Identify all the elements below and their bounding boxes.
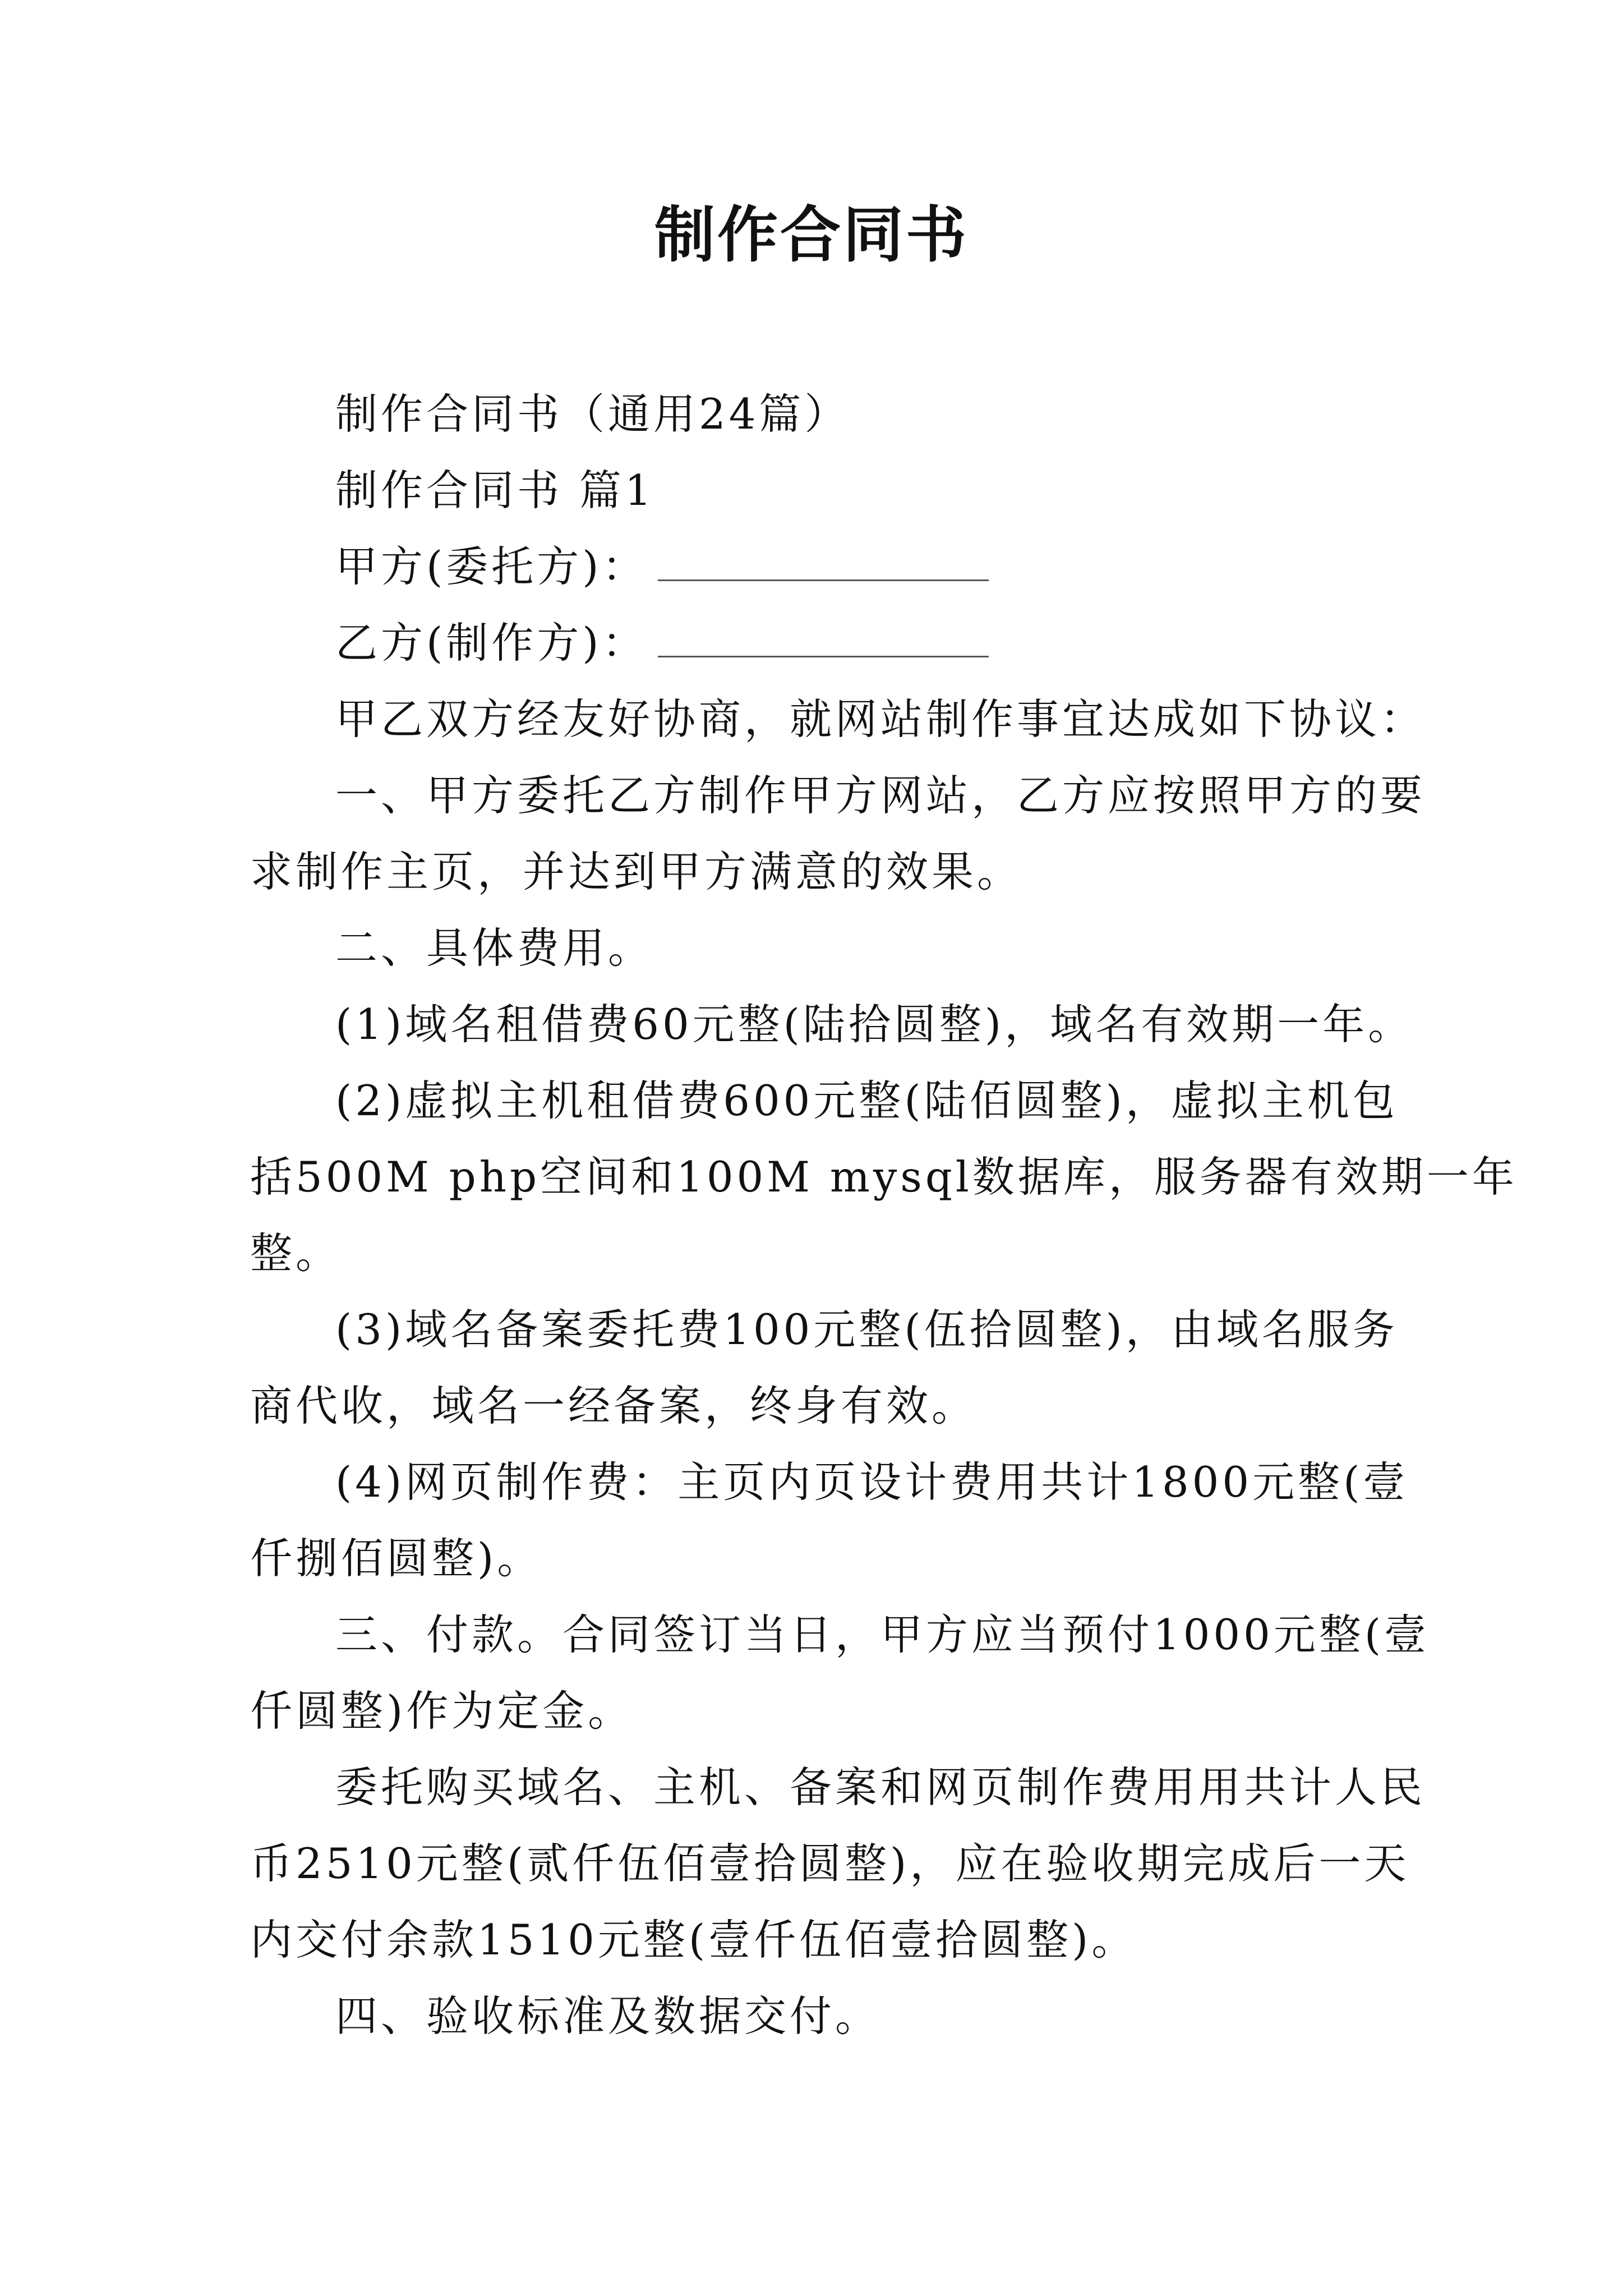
paragraph-line: 四、验收标准及数据交付。	[335, 1991, 881, 2041]
paragraph-line: 币2510元整(贰仟伍佰壹拾圆整)，应在验收期完成后一天	[250, 1839, 1410, 1888]
document-title: 制作合同书	[654, 200, 969, 270]
paragraph-line: 仟圆整)作为定金。	[250, 1686, 634, 1736]
paragraph-line: 求制作主页，并达到甲方满意的效果。	[250, 847, 1023, 896]
paragraph-line: (2)虚拟主机租借费600元整(陆佰圆整)，虚拟主机包	[335, 1076, 1398, 1125]
paragraph-line: (4)网页制作费：主页内页设计费用共计1800元整(壹	[335, 1457, 1409, 1507]
paragraph-line: (1)域名租借费60元整(陆拾圆整)，域名有效期一年。	[335, 1000, 1414, 1049]
paragraph-line: 括500M php空间和100M mysql数据库，服务器有效期一年	[250, 1152, 1518, 1202]
subtitle-line: 制作合同书（通用24篇）	[335, 389, 850, 439]
paragraph-line: 三、付款。合同签订当日，甲方应当预付1000元整(壹	[335, 1610, 1430, 1659]
paragraph-line: 甲乙双方经友好协商，就网站制作事宜达成如下协议：	[335, 694, 1426, 744]
paragraph-line: 整。	[250, 1228, 342, 1278]
section-heading: 制作合同书 篇1	[335, 466, 655, 515]
party-a-blank	[658, 574, 989, 581]
paragraph-line: (3)域名备案委托费100元整(伍拾圆整)，由域名服务	[335, 1305, 1398, 1354]
party-b-label: 乙方(制作方)：	[335, 618, 648, 668]
paragraph-line: 内交付余款1510元整(壹仟伍佰壹拾圆整)。	[250, 1915, 1137, 1964]
party-b-blank	[658, 650, 989, 657]
party-a-label: 甲方(委托方)：	[335, 542, 648, 591]
party-a-line	[335, 528, 989, 605]
paragraph-line: 商代收，域名一经备案，终身有效。	[250, 1381, 978, 1430]
paragraph-line: 一、甲方委托乙方制作甲方网站，乙方应按照甲方的要	[335, 771, 1426, 820]
paragraph-line: 仟捌佰圆整)。	[250, 1534, 543, 1583]
paragraph-line: 委托购买域名、主机、备案和网页制作费用用共计人民	[335, 1763, 1426, 1812]
paragraph-line: 二、具体费用。	[335, 923, 654, 973]
party-b-line	[335, 605, 989, 681]
